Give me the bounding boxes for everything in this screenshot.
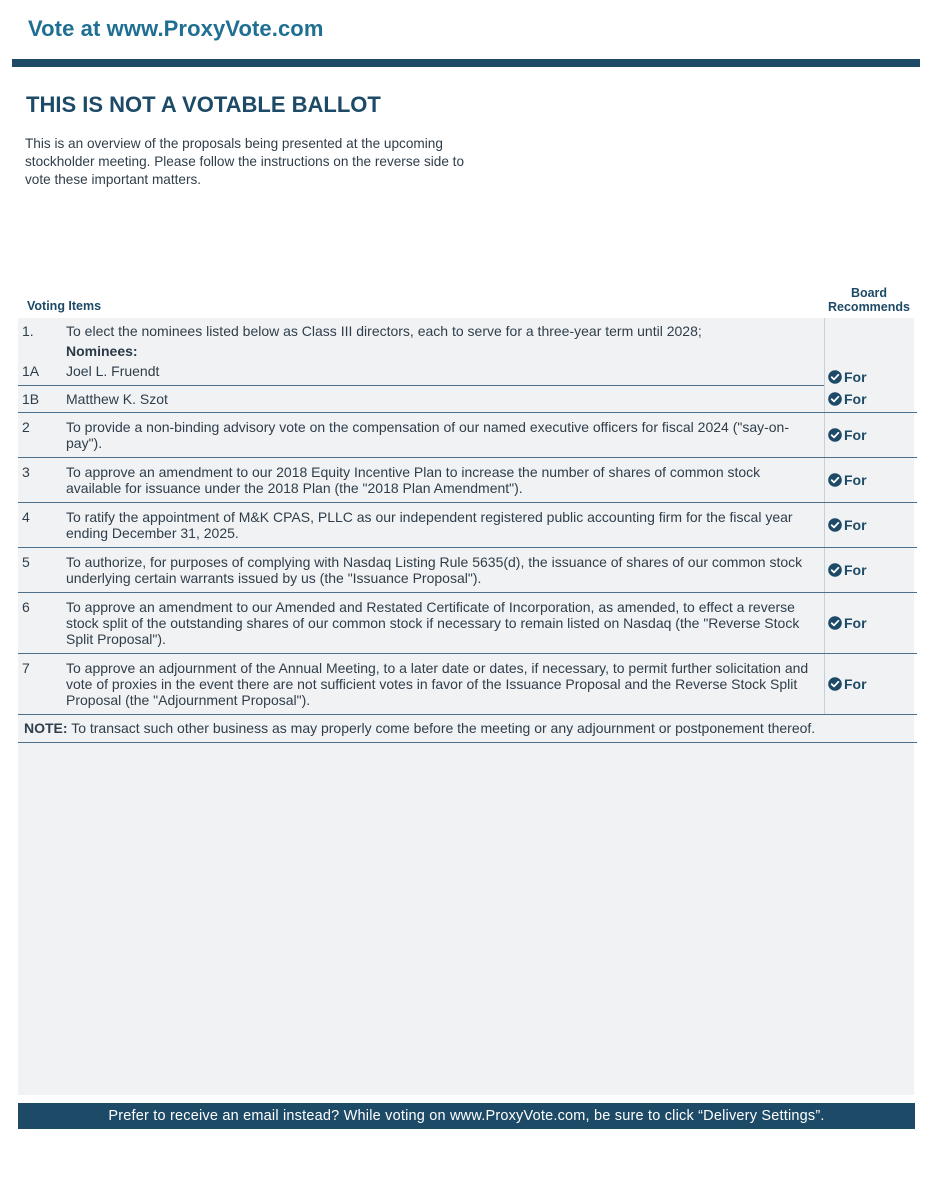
recommendation-label: For [844,427,867,443]
header-divider [12,59,920,67]
board-recommendation [828,615,917,631]
nominee-row-1b [18,386,917,413]
note-label: NOTE: [24,720,68,736]
proposal-text: To approve an amendment to our 2018 Equity Incentive Plan to increase the number of shares of common stock available for issuance under the 2018 Plan (the "2018 Plan Amendment"). [66,458,825,503]
nominee-name: Matthew K. Szot [66,386,825,413]
nominee-name: Joel L. Fruendt [66,359,825,386]
proposal-row-4 [18,503,917,548]
check-circle-icon [828,518,842,532]
proposal-text: To approve an amendment to our Amended and Restated Certificate of Incorporation, as amended, to effect a reverse stock split of the outstanding shares of our common stock if necessary to remain listed on Nasdaq (the "Reverse Stock Split Proposal"). [66,593,825,654]
proxyvote-link[interactable]: Vote at www.ProxyVote.com [28,16,324,41]
proposal-row-2 [18,413,917,458]
board-heading-line2: Recommends [828,300,910,314]
proposal-text: To approve an adjournment of the Annual Meeting, to a later date or dates, if necessary, to permit further solicitation and vote of proxies in the event there are not sufficient votes in favor of the Issuance Proposal and the Reverse Stock Split Proposal (the "Adjournment Proposal"). [66,654,825,715]
proposal-number: 5 [18,548,66,593]
footer-text: Prefer to receive an email instead? While voting on www.ProxyVote.com, be sure to click “Delivery Settings”. [108,1108,825,1124]
board-recommends-heading [822,286,916,314]
nominees-label: Nominees: [66,343,138,359]
proposal-row-7 [18,654,917,715]
note-text: To transact such other business as may properly come before the meeting or any adjournment or postponement thereof. [71,720,816,736]
note-cell [18,715,917,743]
voting-items-table [18,318,917,743]
proposal-row-1 [18,318,917,359]
check-circle-icon [828,428,842,442]
recommendation-label: For [844,615,867,631]
rec-cell-1a [825,318,918,386]
board-recommendation [828,391,917,407]
proposal-number: 3 [18,458,66,503]
footer-banner [18,1103,915,1129]
recommendation-label: For [844,472,867,488]
page-title: THIS IS NOT A VOTABLE BALLOT [26,92,381,117]
proposal-text: To provide a non-binding advisory vote on the compensation of our named executive officers for fiscal 2024 ("say-on-pay"). [66,413,825,458]
proposal-number: 6 [18,593,66,654]
proposal-number: 1. [22,323,34,339]
voting-items-heading: Voting Items [27,299,102,313]
nominee-number: 1B [18,386,66,413]
proposal-number: 7 [18,654,66,715]
board-recommendation [828,427,917,443]
proposal-row-5 [18,548,917,593]
recommendation-label: For [844,368,867,385]
rec-cell-2 [825,413,918,458]
rec-cell-7 [825,654,918,715]
board-heading-line1: Board [850,286,888,300]
check-circle-icon [828,370,842,384]
rec-cell-1b [825,386,918,413]
nominee-row-1a [18,359,917,386]
check-circle-icon [828,616,842,630]
rec-cell-3 [825,458,918,503]
proposal-row-3 [18,458,917,503]
rec-cell-4 [825,503,918,548]
check-circle-icon [828,677,842,691]
nominee-number: 1A [18,359,66,386]
note-row [18,715,917,743]
proposal-text [66,318,825,359]
recommendation-label: For [844,676,867,692]
proposal-text: To authorize, for purposes of complying with Nasdaq Listing Rule 5635(d), the issuance of shares of our common stock underlying certain warrants issued by us (the "Issuance Proposal"). [66,548,825,593]
recommendation-label: For [844,390,867,407]
board-recommendation [828,562,917,578]
recommendation-label: For [844,517,867,533]
check-circle-icon [828,473,842,487]
proposal-number: 2 [18,413,66,458]
board-recommendation [828,676,917,692]
proposal-text: To ratify the appointment of M&K CPAS, PLLC as our independent registered public accounting firm for the fiscal year ending December 31, 2025. [66,503,825,548]
recommendation-label: For [844,562,867,578]
check-circle-icon [828,563,842,577]
intro-text: This is an overview of the proposals being presented at the upcoming stockholder meeting. Please follow the instructions on the reverse side to vote these important matters. [25,136,465,187]
board-recommendation [828,472,917,488]
board-recommendation [828,517,917,533]
check-circle-icon [828,392,842,406]
rec-cell-5 [825,548,918,593]
proposal-number: 4 [18,503,66,548]
board-recommendation [828,369,917,385]
rec-cell-6 [825,593,918,654]
proposal-1-text: To elect the nominees listed below as Class III directors, each to serve for a three-year term until 2028; [66,323,702,339]
proposal-row-6 [18,593,917,654]
